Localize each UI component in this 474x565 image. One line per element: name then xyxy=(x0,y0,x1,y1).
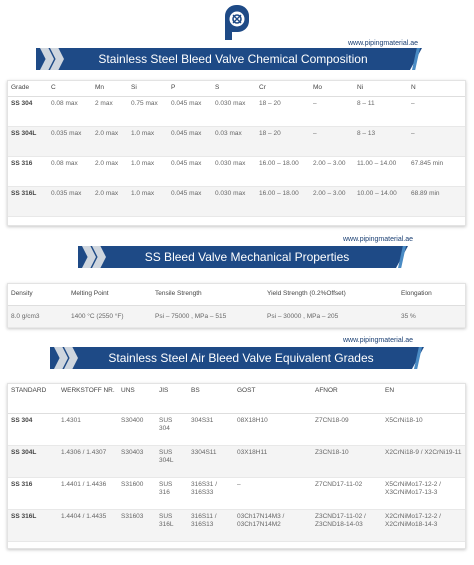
col-header: Cr xyxy=(256,81,310,96)
table-cell: 2.0 max xyxy=(92,186,128,216)
table-cell: 0.030 max xyxy=(212,96,256,126)
table-cell: SUS 304L xyxy=(156,445,188,477)
col-header: Grade xyxy=(8,81,48,96)
table-cell: 1.4301 xyxy=(58,413,118,445)
table-cell: 1400 °C (2550 °F) xyxy=(68,305,152,327)
table-row xyxy=(8,96,465,126)
col-header: JIS xyxy=(156,384,188,413)
table-cell: 0.08 max xyxy=(48,156,92,186)
col-header: S xyxy=(212,81,256,96)
table-header-row xyxy=(8,81,465,96)
table-cell: X5CrNi18-10 xyxy=(382,413,465,445)
table-cell: 0.045 max xyxy=(168,96,212,126)
table-cell: 0.03 max xyxy=(212,126,256,156)
table-row xyxy=(8,156,465,186)
table-cell: 316S31 / 316S33 xyxy=(188,477,234,509)
section-banner-mechanical xyxy=(78,246,408,268)
table-cell: 0.030 max xyxy=(212,186,256,216)
website-url: www.pipingmaterial.ae xyxy=(343,236,414,243)
chemical-composition-table xyxy=(8,81,465,217)
table-cell: 08Х18Н10 xyxy=(234,413,312,445)
table-cell: 8 – 11 xyxy=(354,96,408,126)
table-cell: 0.08 max xyxy=(48,96,92,126)
table-cell: 16.00 – 18.00 xyxy=(256,156,310,186)
mechanical-properties-table xyxy=(8,284,465,328)
table-cell: SS 316 xyxy=(8,156,48,186)
col-header: UNS xyxy=(118,384,156,413)
table-cell: SS 316L xyxy=(8,509,58,541)
col-header: Si xyxy=(128,81,168,96)
table-cell: Z3CND17‐11‐02 / Z3CND18‐14‐03 xyxy=(312,509,382,541)
col-header: Density xyxy=(8,284,68,305)
table-cell: 67.845 min xyxy=(408,156,465,186)
table-cell: 1.4401 / 1.4436 xyxy=(58,477,118,509)
table-row xyxy=(8,477,465,509)
website-url: www.pipingmaterial.ae xyxy=(348,40,419,47)
table-cell: 18 – 20 xyxy=(256,126,310,156)
table-cell: SS 316 xyxy=(8,477,58,509)
section-banner-equivalent xyxy=(50,347,424,369)
table-cell: 1.0 max xyxy=(128,186,168,216)
table-cell: 304S31 xyxy=(188,413,234,445)
col-header: BS xyxy=(188,384,234,413)
col-header: Mn xyxy=(92,81,128,96)
col-header: P xyxy=(168,81,212,96)
table-cell: 11.00 – 14.00 xyxy=(354,156,408,186)
table-row xyxy=(8,509,465,541)
section-banner-chemical xyxy=(36,48,422,70)
col-header: Mo xyxy=(310,81,354,96)
table-cell: 03Х18Н11 xyxy=(234,445,312,477)
table-cell: 0.035 max xyxy=(48,126,92,156)
table-cell: 1.4306 / 1.4307 xyxy=(58,445,118,477)
table-row xyxy=(8,186,465,216)
table-cell: Psi – 75000 , MPa – 515 xyxy=(152,305,264,327)
table-row xyxy=(8,305,465,327)
website-url: www.pipingmaterial.ae xyxy=(343,337,414,344)
table-cell: 03Ch17N14M3 / 03Ch17N14M2 xyxy=(234,509,312,541)
col-header: STANDARD xyxy=(8,384,58,413)
table-cell: 8.0 g/cm3 xyxy=(8,305,68,327)
table-cell: 0.030 max xyxy=(212,156,256,186)
equivalent-grades-table xyxy=(8,384,465,542)
table-cell: S30400 xyxy=(118,413,156,445)
table-cell: 0.045 max xyxy=(168,186,212,216)
table-header-row xyxy=(8,284,465,305)
table-cell: SUS 304 xyxy=(156,413,188,445)
table-cell: S31603 xyxy=(118,509,156,541)
table-header-row xyxy=(8,384,465,413)
col-header: EN xyxy=(382,384,465,413)
section-title: Stainless Steel Air Bleed Valve Equivalent Grades xyxy=(108,351,374,365)
table-cell: – xyxy=(310,126,354,156)
table-row xyxy=(8,126,465,156)
table-cell: S31600 xyxy=(118,477,156,509)
table-cell: Z7CND17‐11‐02 xyxy=(312,477,382,509)
table-cell: 10.00 – 14.00 xyxy=(354,186,408,216)
table-cell: 1.4404 / 1.4435 xyxy=(58,509,118,541)
table-cell: X5CrNiMo17-12-2 / X3CrNiMo17-13-3 xyxy=(382,477,465,509)
table-cell: 2.00 – 3.00 xyxy=(310,156,354,186)
table-cell: X2CrNiMo17-12-2 / X2CrNiMo18-14-3 xyxy=(382,509,465,541)
pipingmaterial-logo xyxy=(219,4,255,40)
table-row xyxy=(8,445,465,477)
table-cell: S30403 xyxy=(118,445,156,477)
section-title: SS Bleed Valve Mechanical Properties xyxy=(144,250,350,264)
table-row xyxy=(8,413,465,445)
table-cell: 0.035 max xyxy=(48,186,92,216)
table-cell: SS 304 xyxy=(8,96,48,126)
col-header: Yield Strength (0.2%Offset) xyxy=(264,284,398,305)
col-header: Melting Point xyxy=(68,284,152,305)
col-header: N xyxy=(408,81,465,96)
mechanical-table-card xyxy=(7,283,466,328)
col-header: WERKSTOFF NR. xyxy=(58,384,118,413)
table-cell: – xyxy=(408,126,465,156)
col-header: AFNOR xyxy=(312,384,382,413)
col-header: Ni xyxy=(354,81,408,96)
section-title: Stainless Steel Bleed Valve Chemical Composition xyxy=(98,52,368,66)
table-cell: 3304S11 xyxy=(188,445,234,477)
table-cell: Z3CN18‐10 xyxy=(312,445,382,477)
table-cell: SS 304L xyxy=(8,445,58,477)
table-cell: – xyxy=(234,477,312,509)
col-header: GOST xyxy=(234,384,312,413)
table-cell: 0.045 max xyxy=(168,126,212,156)
table-cell: 35 % xyxy=(398,305,465,327)
table-cell: 2 max xyxy=(92,96,128,126)
table-cell: 8 – 13 xyxy=(354,126,408,156)
chemical-table-card xyxy=(7,80,466,226)
table-cell: 2.00 – 3.00 xyxy=(310,186,354,216)
table-cell: – xyxy=(310,96,354,126)
equivalent-grades-card xyxy=(7,383,466,549)
table-cell: Psi – 30000 , MPa – 205 xyxy=(264,305,398,327)
table-cell: SUS 316L xyxy=(156,509,188,541)
table-cell: 0.75 max xyxy=(128,96,168,126)
table-cell: 2.0 max xyxy=(92,126,128,156)
table-cell: 1.0 max xyxy=(128,126,168,156)
col-header: Tensile Strength xyxy=(152,284,264,305)
table-cell: 18 – 20 xyxy=(256,96,310,126)
table-cell: – xyxy=(408,96,465,126)
table-cell: SS 316L xyxy=(8,186,48,216)
table-cell: X2CrNi18-9 / X2CrNi19-11 xyxy=(382,445,465,477)
table-cell: SUS 316 xyxy=(156,477,188,509)
table-cell: SS 304 xyxy=(8,413,58,445)
table-cell: 16.00 – 18.00 xyxy=(256,186,310,216)
table-cell: 1.0 max xyxy=(128,156,168,186)
table-cell: 0.045 max xyxy=(168,156,212,186)
table-cell: Z7CN18‐09 xyxy=(312,413,382,445)
table-cell: SS 304L xyxy=(8,126,48,156)
col-header: C xyxy=(48,81,92,96)
table-cell: 2.0 max xyxy=(92,156,128,186)
table-cell: 316S11 / 316S13 xyxy=(188,509,234,541)
col-header: Elongation xyxy=(398,284,465,305)
table-cell: 68.89 min xyxy=(408,186,465,216)
